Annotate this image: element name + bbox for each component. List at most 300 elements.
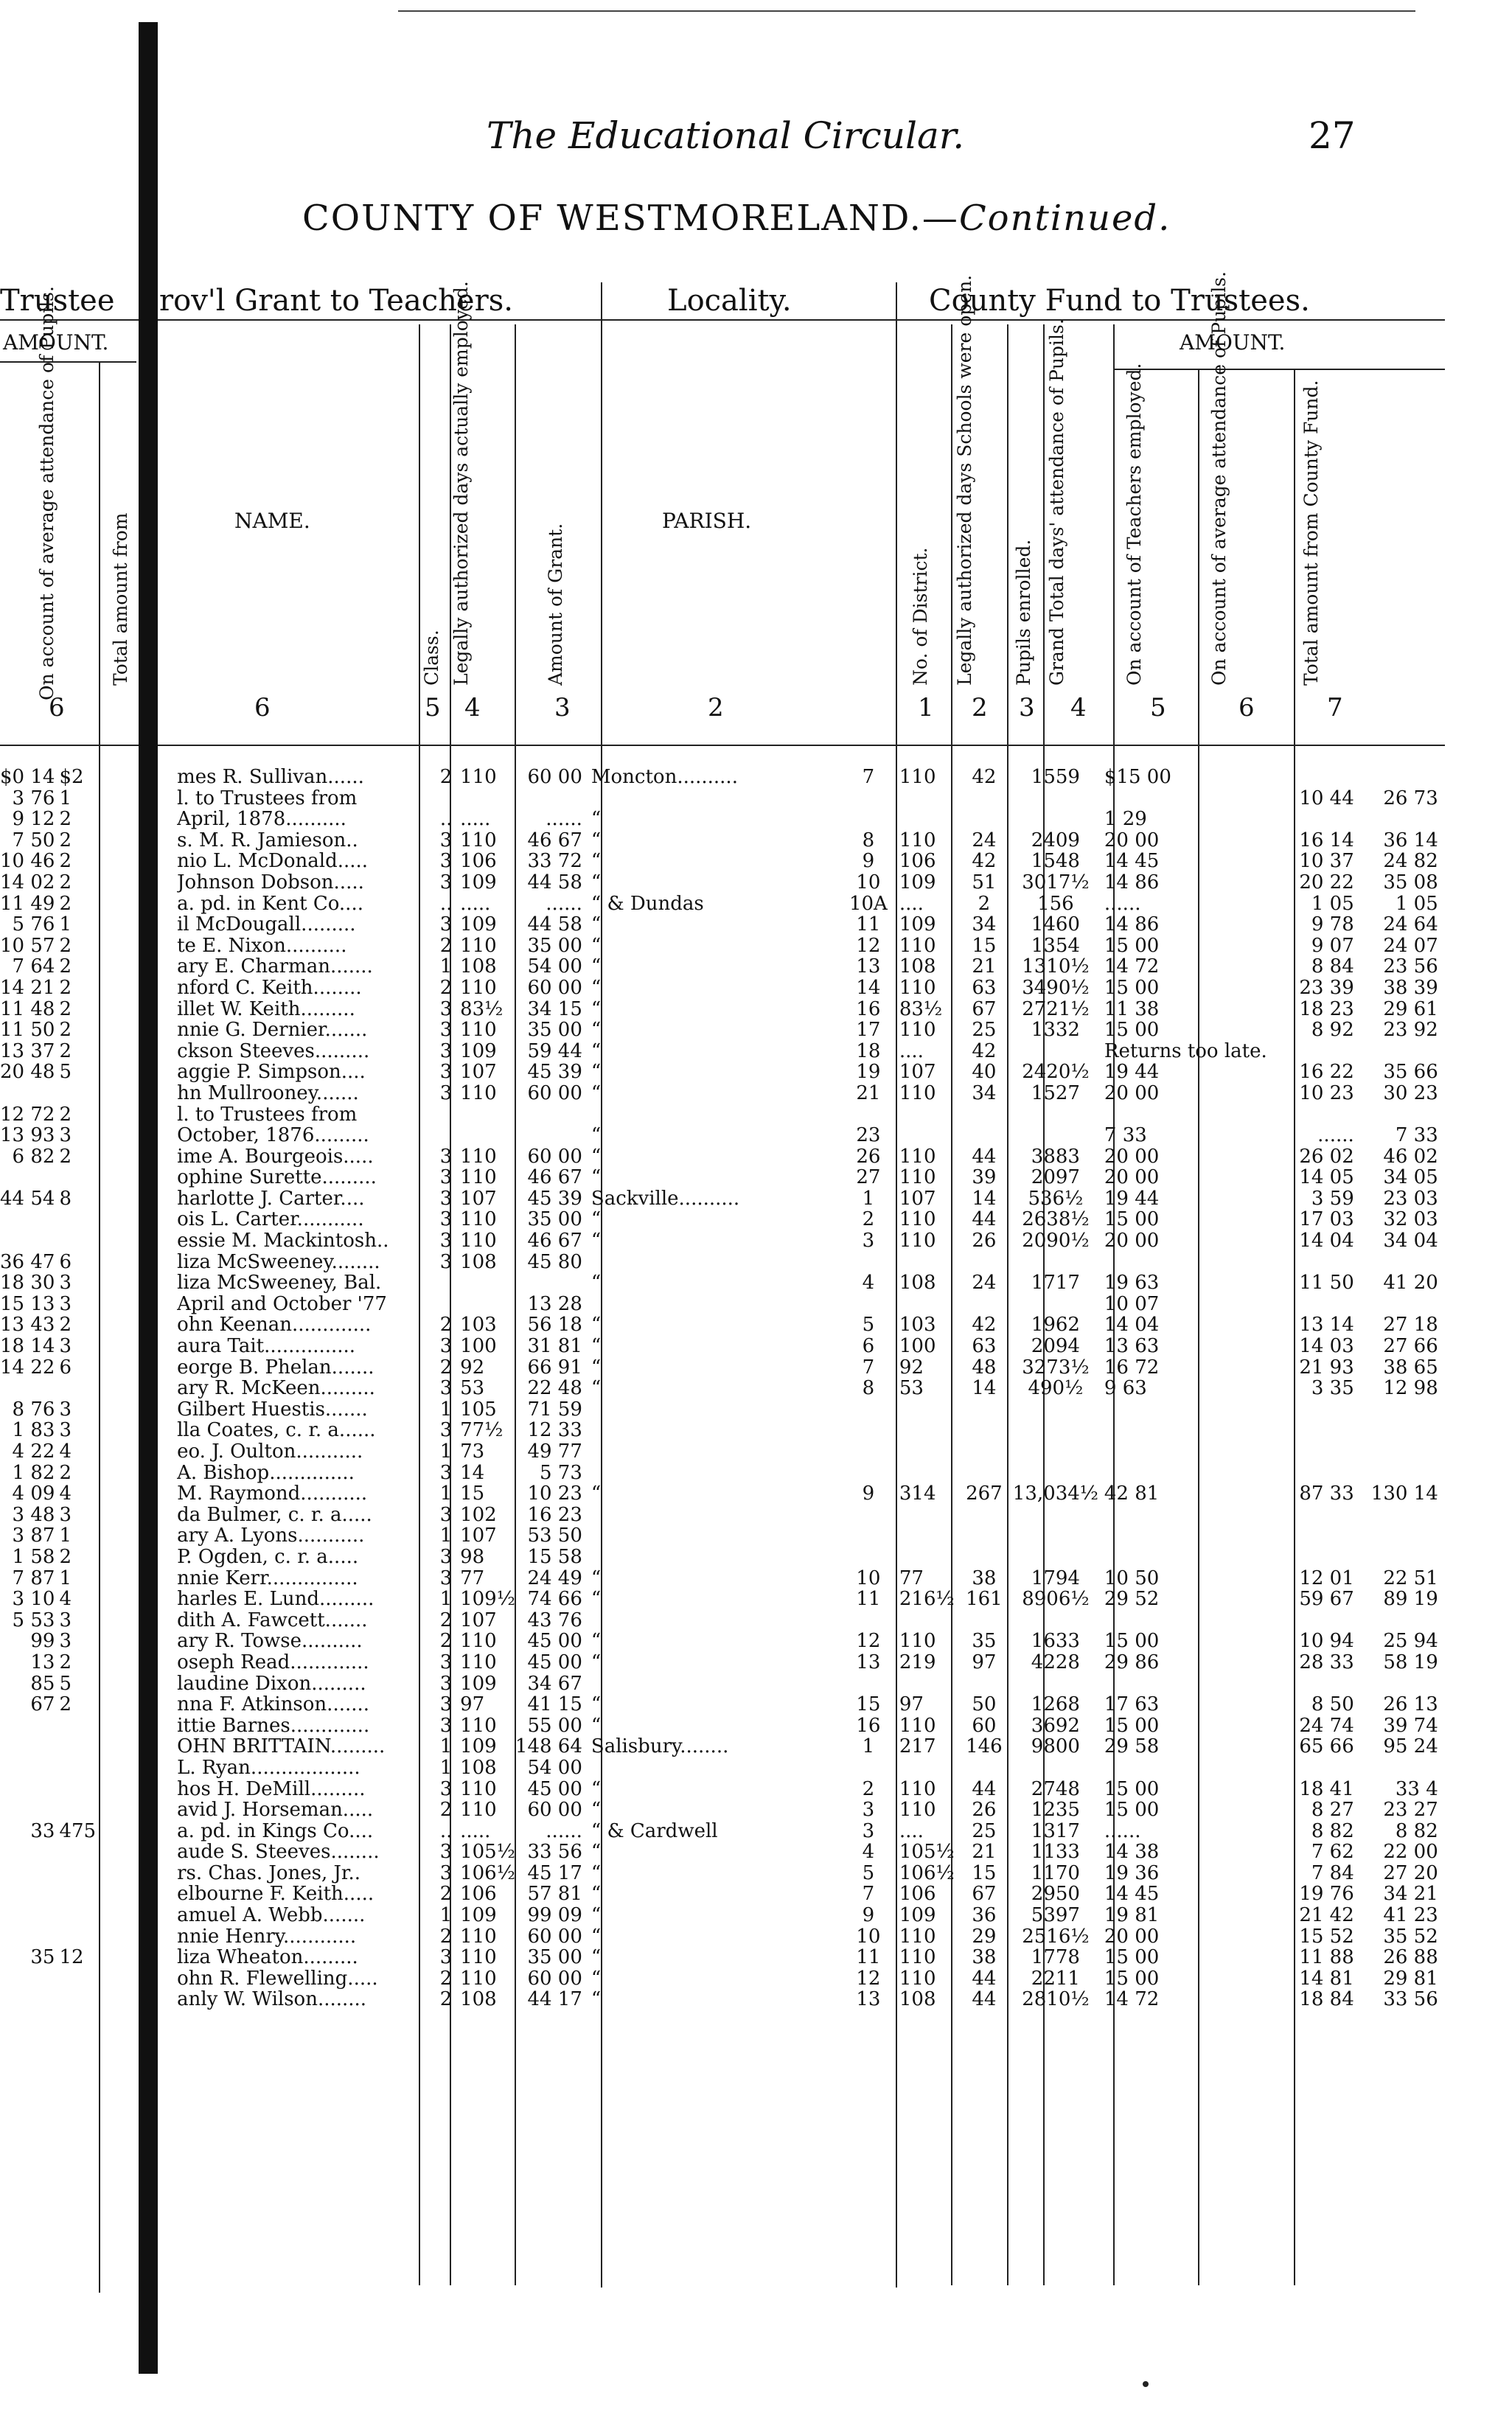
- attendance-cell: 156: [1037, 893, 1074, 915]
- avg-right-cell: 8 92: [1311, 1020, 1354, 1041]
- binding-gap-cell: [96, 1568, 177, 1589]
- days-employed-cell: 110: [460, 1651, 497, 1673]
- class-cell: 3: [439, 1715, 453, 1737]
- table-row: [0, 1631, 1443, 1652]
- district-cell: 2: [862, 1209, 875, 1231]
- grant-cell: 54 00: [527, 1757, 582, 1779]
- attendance-cell: 1354: [1031, 935, 1080, 957]
- attendance-cell: 2950: [1031, 1884, 1080, 1906]
- avg-left-cell: $0 14: [0, 767, 55, 788]
- teachers-amount-cell: 15 00: [1104, 1209, 1160, 1231]
- enrolled-cell: 38: [972, 1947, 997, 1968]
- binding-gap-cell: [96, 1652, 177, 1673]
- attendance-cell: [1011, 1420, 1100, 1441]
- parish-cell: “: [590, 1378, 602, 1399]
- avg-left-cell: 1 82: [12, 1462, 55, 1484]
- binding-gap-cell: [96, 1125, 177, 1146]
- days-employed-cell: [457, 1272, 515, 1294]
- teachers-amount-cell: 15 00: [1104, 1020, 1160, 1041]
- name-cell: te E. Nixon..........: [177, 935, 347, 957]
- attendance-cell: 4228: [1031, 1651, 1080, 1673]
- col-avg-left: On account of average attendance of Pupils.: [36, 286, 58, 700]
- enrolled-cell: [957, 1104, 1011, 1126]
- avg-right-cell: 8 82: [1311, 1820, 1354, 1842]
- class-cell: 3: [439, 1209, 453, 1231]
- enrolled-cell: [957, 1294, 1011, 1315]
- class-cell: ..: [439, 893, 453, 915]
- total-left-cell: 4: [59, 1589, 72, 1610]
- table-row: [0, 1884, 1443, 1905]
- colnum: 4: [464, 693, 481, 722]
- days-employed-cell: 108: [460, 1989, 497, 2011]
- teachers-amount-cell: 16 72: [1104, 1356, 1160, 1379]
- col-total-left: Total amount from: [110, 512, 131, 686]
- name-cell: liza Wheaton.........: [177, 1947, 358, 1968]
- days-employed-cell: 110: [460, 1146, 497, 1168]
- binding-gap-cell: [96, 936, 177, 957]
- class-cell: 3: [439, 1673, 453, 1695]
- days-employed-cell: 103: [460, 1314, 497, 1337]
- table-row: [0, 1905, 1443, 1926]
- days-open-cell: 217: [899, 1736, 936, 1757]
- grant-cell: 41 15: [527, 1694, 582, 1715]
- binding-gap-cell: [96, 851, 177, 872]
- col-parish: PARISH.: [662, 509, 752, 533]
- binding-gap-cell: [96, 1272, 177, 1294]
- class-cell: 2: [439, 1989, 453, 2011]
- enrolled-cell: 34: [972, 914, 997, 936]
- attendance-cell: [1011, 1441, 1100, 1463]
- days-open-cell: [895, 1673, 957, 1695]
- total-right-cell: 95 24: [1383, 1736, 1438, 1757]
- table-row: [0, 1125, 1443, 1146]
- district-cell: 2: [862, 1778, 875, 1800]
- class-cell: 3: [439, 1188, 453, 1210]
- total-right-cell: [1359, 1041, 1443, 1062]
- teachers-amount-cell: 14 04: [1104, 1314, 1160, 1337]
- total-right-cell: 24 07: [1383, 935, 1438, 957]
- parish-cell: “: [590, 1062, 602, 1083]
- teachers-amount-cell: 20 00: [1104, 1146, 1160, 1168]
- total-left-cell: 2: [59, 809, 72, 830]
- district-cell: 11: [856, 1947, 881, 1968]
- table-row: [0, 1378, 1443, 1399]
- avg-left-cell: [0, 1167, 59, 1188]
- days-open-cell: [895, 1104, 957, 1126]
- avg-right-cell: 18 23: [1299, 998, 1354, 1020]
- colnum: 6: [254, 693, 271, 722]
- name-cell: laudine Dixon.........: [177, 1673, 366, 1695]
- class-cell: 1: [439, 1736, 453, 1757]
- class-cell: 3: [439, 851, 453, 872]
- grant-cell: 35 00: [527, 1209, 582, 1231]
- days-employed-cell: 106: [460, 851, 497, 872]
- binding-gap-cell: [96, 1146, 177, 1168]
- attendance-cell: 1235: [1031, 1799, 1080, 1821]
- parish-cell: [587, 1399, 842, 1421]
- days-employed-cell: 105: [460, 1398, 497, 1421]
- binding-gap-cell: [96, 1968, 177, 1990]
- teachers-amount-cell: 15 00: [1104, 1631, 1160, 1652]
- teachers-amount-cell: [1100, 1757, 1267, 1779]
- days-open-cell: [895, 1463, 957, 1484]
- attendance-cell: 2409: [1031, 829, 1080, 851]
- teachers-amount-cell: 20 00: [1104, 829, 1160, 851]
- district-cell: 8: [862, 829, 875, 851]
- enrolled-cell: [957, 809, 1011, 830]
- avg-right-cell: [1267, 767, 1359, 788]
- total-left-cell: 3: [59, 1420, 72, 1441]
- avg-left-cell: 14 21: [0, 977, 55, 999]
- parish-cell: “: [590, 1020, 602, 1041]
- col-days-open: Legally authorized days Schools were open.: [954, 274, 975, 686]
- binding-gap-cell: [96, 1441, 177, 1463]
- class-cell: 3: [439, 914, 453, 936]
- attendance-cell: [1011, 1610, 1100, 1631]
- days-open-cell: 110: [899, 977, 936, 999]
- binding-gap-cell: [96, 978, 177, 999]
- table-row: [0, 1947, 1443, 1968]
- parish-cell: [587, 1441, 842, 1463]
- table-row: [0, 1547, 1443, 1568]
- avg-right-cell: 19 76: [1299, 1884, 1354, 1906]
- attendance-cell: 1460: [1031, 914, 1080, 936]
- teachers-amount-cell: 42 81: [1104, 1483, 1160, 1505]
- table-row: [0, 1610, 1443, 1631]
- attendance-cell: [1011, 809, 1100, 830]
- total-right-cell: 33 56: [1383, 1989, 1438, 2011]
- days-open-cell: [895, 1441, 957, 1463]
- avg-left-cell: 5 53: [12, 1609, 55, 1631]
- name-cell: anly W. Wilson........: [177, 1989, 367, 2011]
- group-locality: Locality.: [667, 284, 792, 318]
- days-employed-cell: 105½: [460, 1842, 515, 1863]
- binding-gap-cell: [96, 1757, 177, 1779]
- parish-cell: “: [590, 1968, 602, 1990]
- name-cell: ophine Surette.........: [177, 1167, 377, 1188]
- days-employed-cell: 110: [460, 1230, 497, 1252]
- avg-left-cell: 15 13: [0, 1293, 55, 1315]
- total-left-cell: [59, 1884, 96, 1905]
- name-cell: nnie Henry............: [177, 1926, 357, 1948]
- grant-cell: 10 23: [527, 1483, 582, 1505]
- avg-left-cell: 6 82: [12, 1146, 55, 1168]
- total-left-cell: 3: [59, 1609, 72, 1631]
- parish-cell: “ & Cardwell: [590, 1820, 718, 1842]
- avg-right-cell: 28 33: [1299, 1651, 1354, 1673]
- grant-cell: 74 66: [527, 1589, 582, 1610]
- district-cell: 12: [856, 1968, 881, 1990]
- class-cell: 3: [439, 1694, 453, 1715]
- enrolled-cell: [957, 1505, 1011, 1526]
- attendance-cell: [1011, 1463, 1100, 1484]
- colnum: 2: [972, 693, 988, 722]
- grant-cell: 46 67: [527, 1230, 582, 1252]
- teachers-amount-cell: Returns too late.: [1104, 1040, 1267, 1062]
- grant-cell: 5 73: [540, 1462, 582, 1484]
- days-open-cell: 107: [899, 1188, 936, 1210]
- avg-left-cell: 12 72: [0, 1104, 55, 1126]
- avg-left-cell: 9 12: [12, 809, 55, 830]
- avg-right-cell: 24 74: [1299, 1715, 1354, 1737]
- attendance-cell: [1011, 1757, 1100, 1779]
- teachers-amount-cell: 15 00: [1104, 1778, 1160, 1800]
- days-employed-cell: 110: [460, 977, 497, 999]
- teachers-amount-cell: [1100, 1104, 1267, 1126]
- colnum: 5: [1150, 693, 1166, 722]
- attendance-cell: 2097: [1031, 1167, 1080, 1188]
- class-cell: 2: [439, 1799, 453, 1821]
- avg-left-cell: [0, 1989, 59, 2010]
- attendance-cell: 1548: [1031, 851, 1080, 872]
- attendance-cell: 1317: [1031, 1820, 1080, 1842]
- total-right-cell: 36 14: [1383, 829, 1438, 851]
- days-open-cell: 110: [899, 1926, 936, 1948]
- days-open-cell: [895, 809, 957, 830]
- binding-gap-cell: [96, 1884, 177, 1905]
- group-county-fund: County Fund to Trustees.: [929, 284, 1310, 318]
- teachers-amount-cell: 1 29: [1104, 809, 1147, 830]
- days-open-cell: 110: [899, 1778, 936, 1800]
- enrolled-cell: 14: [972, 1188, 997, 1210]
- grant-cell: 99 09: [527, 1905, 582, 1926]
- table-row: [0, 767, 1443, 788]
- table-row: [0, 1357, 1443, 1379]
- table-row: [0, 1399, 1443, 1421]
- days-employed-cell: 107: [460, 1525, 497, 1547]
- district-cell: 3: [862, 1799, 875, 1821]
- table-row: [0, 1863, 1443, 1884]
- enrolled-cell: [957, 1125, 1011, 1146]
- table-row: [0, 1314, 1443, 1336]
- district-cell: 4: [862, 1272, 875, 1294]
- table-row: [0, 1062, 1443, 1083]
- attendance-cell: 1633: [1031, 1631, 1080, 1652]
- grant-cell: 33 56: [527, 1842, 582, 1863]
- avg-right-cell: [1267, 1252, 1359, 1273]
- class-cell: 3: [439, 1862, 453, 1884]
- total-right-cell: [1359, 1505, 1443, 1526]
- teachers-amount-cell: ......: [1104, 1820, 1141, 1842]
- parish-cell: “: [590, 935, 602, 957]
- total-left-cell: 12: [59, 1947, 84, 1968]
- attendance-cell: 3273½: [1022, 1356, 1090, 1379]
- table-row: [0, 1926, 1443, 1948]
- total-left-cell: 8: [59, 1188, 72, 1210]
- days-open-cell: 108: [899, 1989, 936, 2011]
- class-cell: 3: [439, 1040, 453, 1062]
- avg-right-cell: 8 50: [1311, 1694, 1354, 1715]
- table-row: [0, 893, 1443, 915]
- top-rule: [398, 10, 1415, 12]
- avg-left-cell: [0, 1083, 59, 1104]
- total-right-cell: 41 23: [1383, 1905, 1438, 1926]
- district-cell: 9: [862, 851, 875, 872]
- attendance-cell: 3883: [1031, 1146, 1080, 1168]
- district-cell: 3: [862, 1820, 875, 1842]
- district-cell: [842, 1757, 895, 1779]
- total-right-cell: 27 66: [1383, 1336, 1438, 1357]
- enrolled-cell: 44: [972, 1209, 997, 1231]
- district-cell: 1: [862, 1188, 875, 1210]
- parish-cell: “: [590, 1230, 602, 1252]
- name-cell: illet W. Keith.........: [177, 998, 355, 1020]
- total-right-cell: [1359, 1294, 1443, 1315]
- class-cell: [435, 1272, 457, 1294]
- total-right-cell: 27 18: [1383, 1314, 1438, 1337]
- attendance-cell: 2516½: [1022, 1926, 1090, 1948]
- class-cell: 3: [439, 1146, 453, 1168]
- days-open-cell: ....: [899, 1040, 924, 1062]
- enrolled-cell: [957, 1441, 1011, 1463]
- class-cell: [435, 1294, 457, 1315]
- parish-cell: [587, 1104, 842, 1126]
- district-cell: 8: [862, 1378, 875, 1399]
- class-cell: 3: [439, 1378, 453, 1399]
- avg-right-cell: 3 35: [1311, 1378, 1354, 1399]
- enrolled-cell: 29: [972, 1926, 997, 1948]
- parish-cell: “: [590, 1862, 602, 1884]
- name-cell: Gilbert Huestis.......: [177, 1398, 368, 1421]
- attendance-cell: 9800: [1031, 1736, 1080, 1757]
- district-cell: 7: [862, 767, 875, 788]
- class-cell: 1: [439, 1483, 453, 1505]
- avg-left-cell: 4 09: [12, 1483, 55, 1505]
- col-avg-right: On account of average attendance of Pupils.: [1208, 271, 1230, 686]
- parish-cell: “: [590, 829, 602, 851]
- binding-gap-cell: [96, 1863, 177, 1884]
- grant-cell: 46 67: [527, 829, 582, 851]
- avg-left-cell: [0, 1842, 59, 1863]
- avg-right-cell: [1267, 1757, 1359, 1779]
- enrolled-cell: 50: [972, 1694, 997, 1715]
- total-left-cell: [59, 1209, 96, 1230]
- parish-cell: [587, 788, 842, 809]
- enrolled-cell: 60: [972, 1715, 997, 1737]
- grant-cell: 43 76: [527, 1609, 582, 1631]
- attendance-cell: 490½: [1028, 1378, 1084, 1399]
- total-left-cell: 2: [59, 829, 72, 851]
- total-right-cell: 32 03: [1383, 1209, 1438, 1231]
- avg-left-cell: 14 22: [0, 1356, 55, 1379]
- total-right-cell: 22 00: [1383, 1842, 1438, 1863]
- district-cell: [842, 1525, 895, 1547]
- teachers-amount-cell: 20 00: [1104, 1167, 1160, 1188]
- col-attendance: Grand Total days' attendance of Pupils.: [1046, 318, 1067, 686]
- class-cell: 1: [439, 1589, 453, 1610]
- name-cell: Johnson Dobson.....: [177, 871, 364, 893]
- name-cell: ois L. Carter...........: [177, 1209, 364, 1231]
- binding-gap-cell: [96, 1483, 177, 1505]
- name-cell: nnie G. Dernier.......: [177, 1020, 368, 1041]
- teachers-amount-cell: 19 44: [1104, 1062, 1160, 1083]
- days-open-cell: 106: [899, 851, 936, 872]
- parish-cell: “: [590, 1040, 602, 1062]
- days-employed-cell: [457, 1104, 515, 1126]
- county-name: COUNTY OF WESTMORELAND.—: [302, 198, 959, 239]
- total-right-cell: 38 65: [1383, 1356, 1438, 1379]
- total-left-cell: 3: [59, 1293, 72, 1315]
- avg-right-cell: [1267, 1525, 1359, 1547]
- avg-right-cell: 21 42: [1299, 1905, 1354, 1926]
- avg-right-cell: 87 33: [1299, 1483, 1354, 1505]
- teachers-amount-cell: 14 45: [1104, 1884, 1160, 1906]
- total-right-cell: [1359, 1610, 1443, 1631]
- parish-cell: “: [590, 1715, 602, 1737]
- total-right-cell: 34 04: [1383, 1230, 1438, 1252]
- days-employed-cell: 106½: [460, 1862, 515, 1884]
- name-cell: OHN BRITTAIN.........: [177, 1736, 386, 1757]
- class-cell: 3: [439, 871, 453, 893]
- days-employed-cell: 77½: [460, 1420, 504, 1441]
- days-employed-cell: 110: [460, 1778, 497, 1800]
- parish-cell: “: [590, 1947, 602, 1968]
- days-open-cell: [895, 1420, 957, 1441]
- grant-cell: 46 67: [527, 1167, 582, 1188]
- class-cell: ..: [439, 1820, 453, 1842]
- avg-left-cell: 18 30: [0, 1272, 55, 1294]
- avg-right-cell: 11 88: [1299, 1947, 1354, 1968]
- total-left-cell: [59, 1989, 96, 2010]
- days-open-cell: 110: [899, 1968, 936, 1990]
- teachers-amount-cell: 15 00: [1104, 935, 1160, 957]
- binding-gap-cell: [96, 999, 177, 1020]
- avg-left-cell: 4 22: [12, 1441, 55, 1463]
- district-cell: 13: [856, 956, 881, 978]
- grant-cell: 24 49: [527, 1567, 582, 1589]
- name-cell: A. Bishop..............: [177, 1462, 355, 1484]
- days-employed-cell: 100: [460, 1336, 497, 1357]
- name-cell: P. Ogden, c. r. a.....: [177, 1546, 359, 1568]
- total-left-cell: 2: [59, 1040, 72, 1062]
- table-row: [0, 788, 1443, 809]
- district-cell: 12: [856, 1631, 881, 1652]
- running-title: The Educational Circular.: [487, 114, 965, 157]
- enrolled-cell: 38: [972, 1567, 997, 1589]
- total-left-cell: 1: [59, 1567, 72, 1589]
- name-cell: avid J. Horseman.....: [177, 1799, 374, 1821]
- name-cell: il McDougall.........: [177, 914, 356, 936]
- days-employed-cell: 109½: [460, 1589, 515, 1610]
- total-right-cell: 35 66: [1383, 1062, 1438, 1083]
- days-open-cell: 110: [899, 1167, 936, 1188]
- district-cell: 6: [862, 1336, 875, 1357]
- grant-cell: 57 81: [527, 1884, 582, 1906]
- class-cell: 1: [439, 1525, 453, 1547]
- district-cell: 7: [862, 1884, 875, 1906]
- avg-left-cell: 18 14: [0, 1336, 55, 1357]
- total-left-cell: 6: [59, 1356, 72, 1379]
- table-row: [0, 1230, 1443, 1252]
- table-row: [0, 1525, 1443, 1547]
- binding-gap-cell: [96, 1842, 177, 1863]
- binding-gap-cell: [96, 1252, 177, 1273]
- name-cell: lla Coates, c. r. a......: [177, 1420, 376, 1441]
- days-open-cell: 107: [899, 1062, 936, 1083]
- avg-right-cell: [1267, 1294, 1359, 1315]
- days-open-cell: ....: [899, 893, 924, 915]
- binding-gap-cell: [96, 1314, 177, 1336]
- district-cell: 18: [856, 1040, 881, 1062]
- days-employed-cell: 109: [460, 1736, 497, 1757]
- total-right-cell: 29 61: [1383, 998, 1438, 1020]
- days-employed-cell: 110: [460, 1715, 497, 1737]
- days-open-cell: 92: [899, 1356, 924, 1379]
- binding-gap-cell: [96, 1715, 177, 1737]
- total-right-cell: [1359, 809, 1443, 830]
- days-open-cell: 106: [899, 1884, 936, 1906]
- grant-cell: 60 00: [527, 1146, 582, 1168]
